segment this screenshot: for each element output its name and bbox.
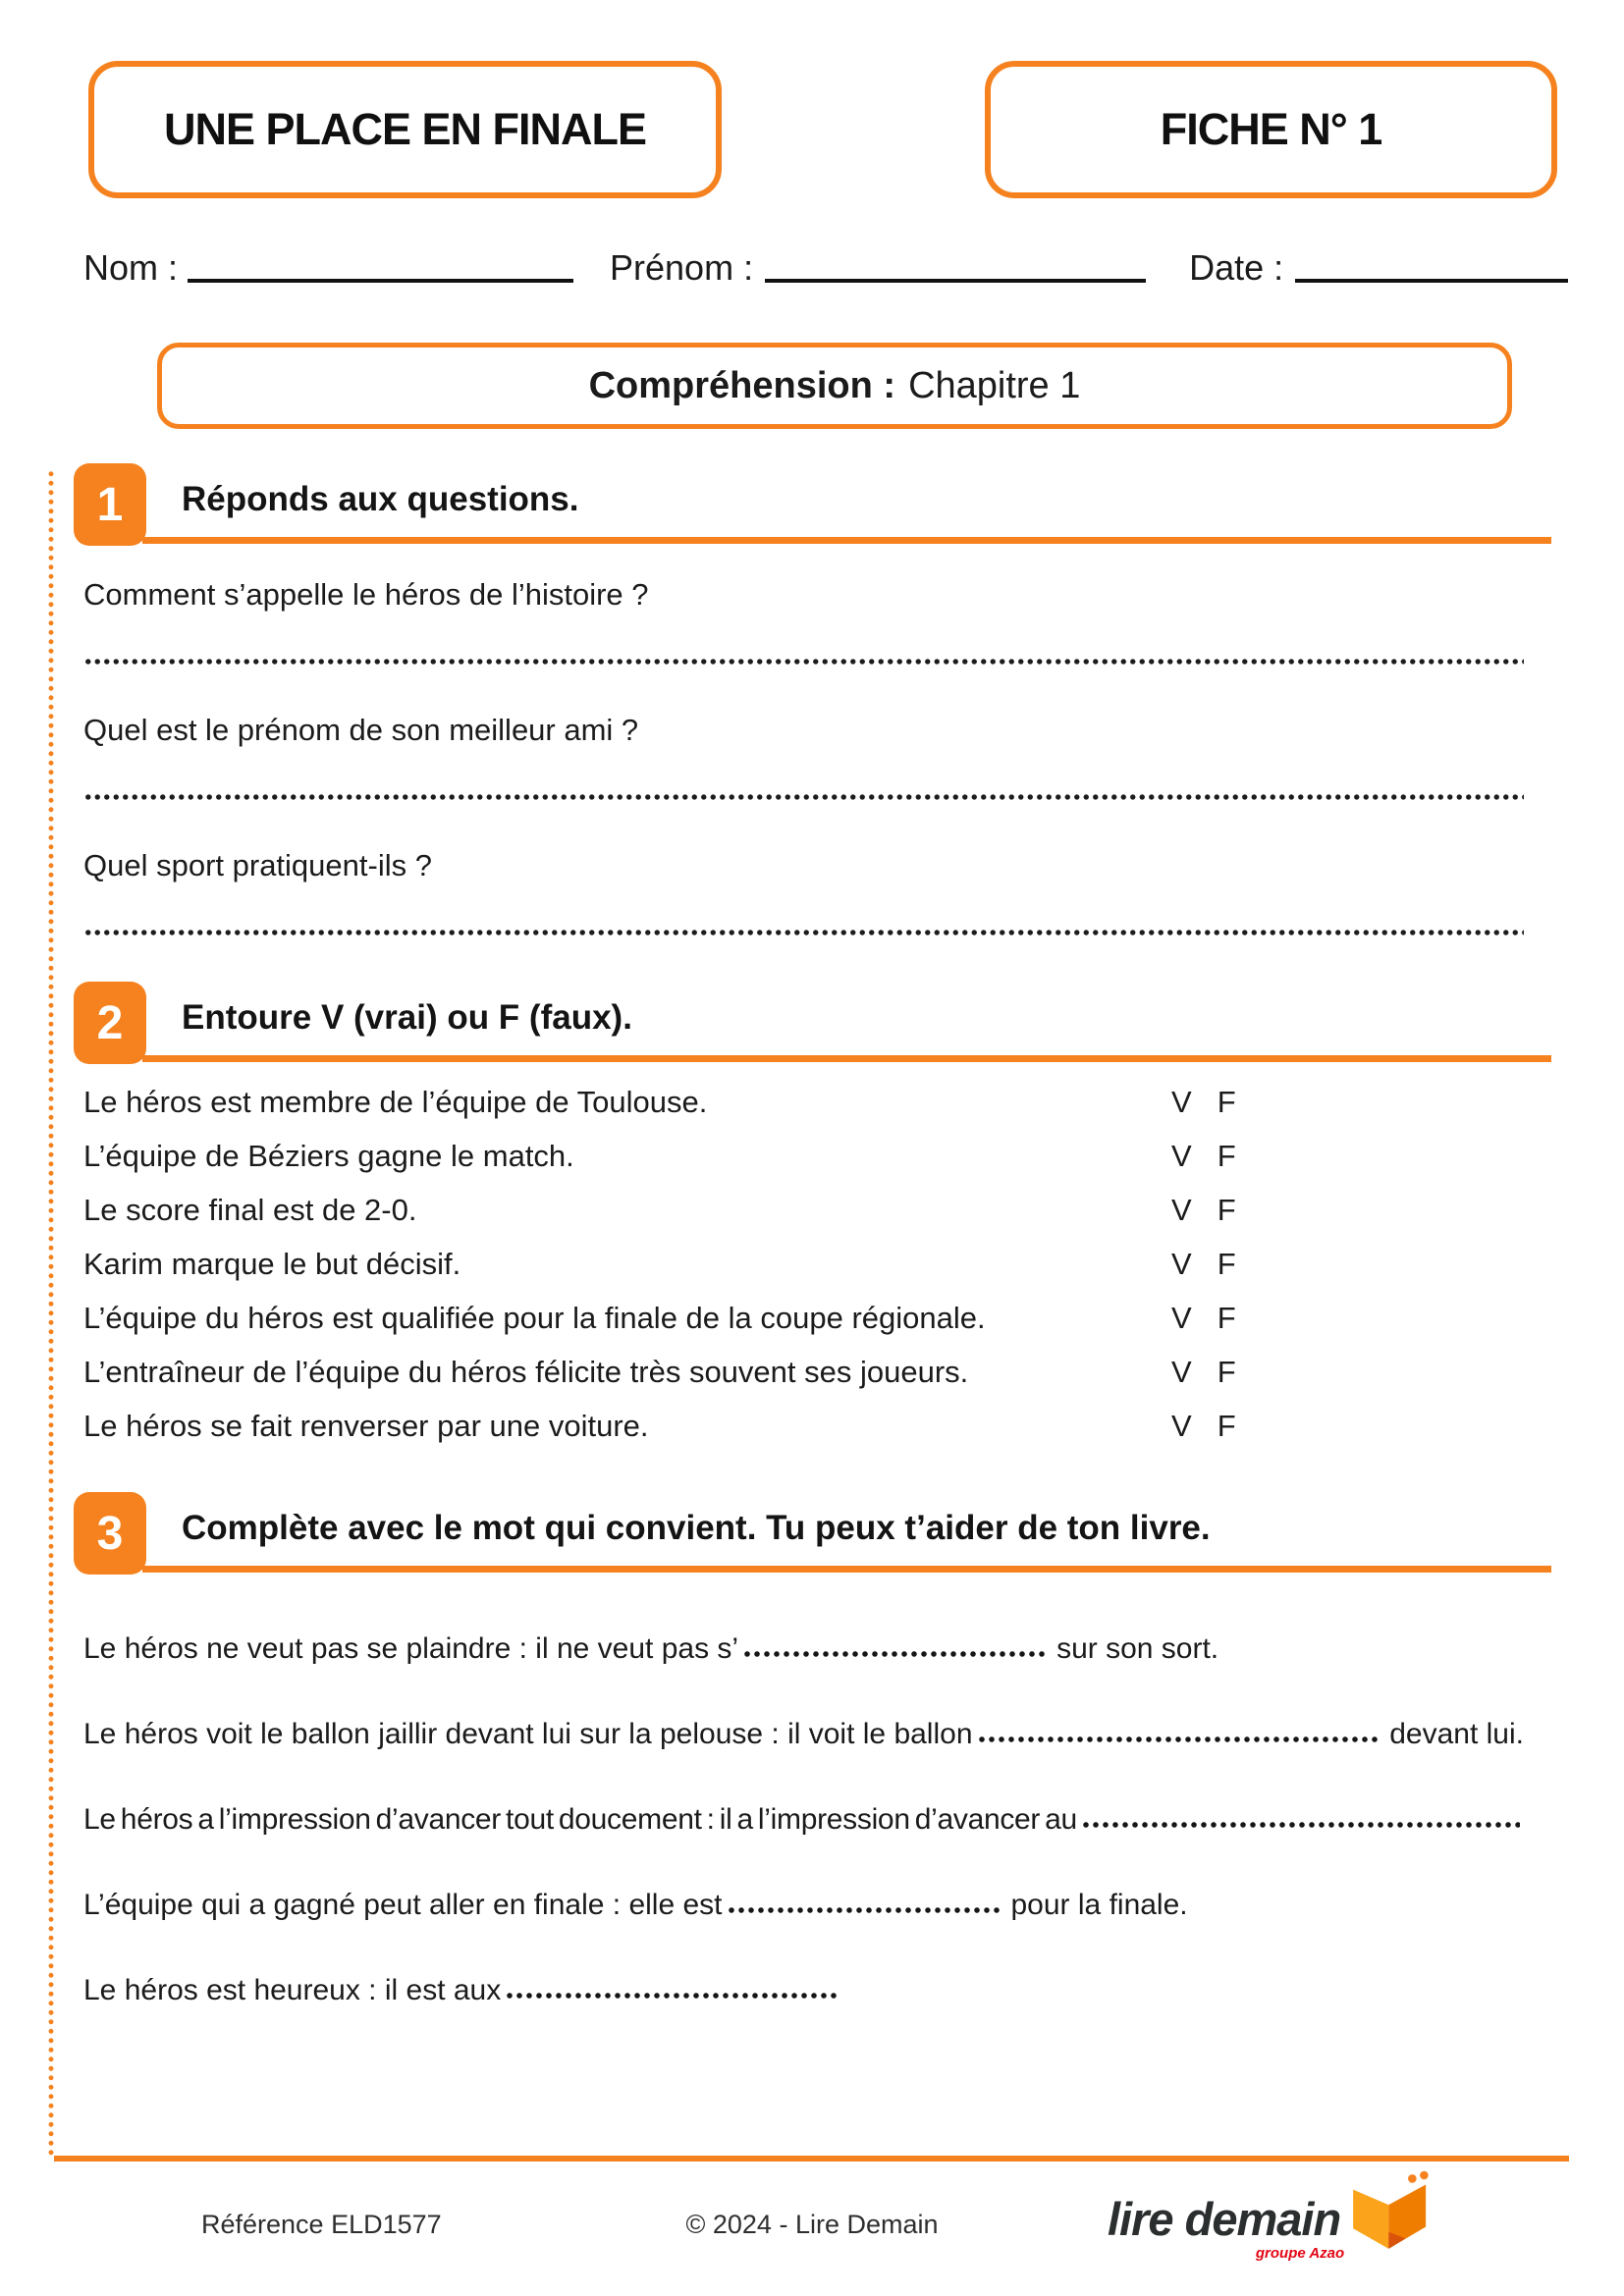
prenom-label: Prénom :: [610, 247, 754, 288]
nom-label: Nom :: [83, 247, 179, 288]
choice-f: F: [1217, 1247, 1236, 1281]
comprehension-banner: [157, 343, 1512, 429]
answer-line-3: [83, 929, 1524, 936]
fill-blank: [727, 1905, 1001, 1915]
fill-blank: [505, 1991, 839, 2001]
choice-v: V: [1171, 1301, 1192, 1335]
vf-choices: [1171, 1248, 1236, 1281]
copyright-text: © 2024 - Lire Demain: [685, 2210, 939, 2239]
section-2-heading: [74, 982, 1551, 1064]
section-1-title: Réponds aux questions.: [182, 480, 579, 518]
statement-text: L’équipe du héros est qualifiée pour la finale de la coupe régionale.: [83, 1301, 986, 1335]
fill-row: [83, 1802, 1524, 1838]
section-3-underline: [142, 1566, 1551, 1573]
section-1-underline: [142, 537, 1551, 544]
section-1-heading: [74, 463, 1551, 546]
statement-row: [83, 1356, 1524, 1389]
choice-f: F: [1217, 1409, 1236, 1443]
choice-v: V: [1171, 1139, 1192, 1173]
fill-pre-text: Le héros a l’impression d’avancer tout doucement : il a l’impression d’avancer au: [83, 1803, 1077, 1836]
choice-v: V: [1171, 1247, 1192, 1281]
statement-text: Karim marque le but décisif.: [83, 1247, 461, 1281]
question-3: Quel sport pratiquent-ils ?: [83, 848, 432, 882]
section-3-body: [74, 1631, 1551, 2008]
choice-v: V: [1171, 1355, 1192, 1389]
statement-text: Le héros se fait renverser par une voiture.: [83, 1409, 649, 1443]
open-book-icon: [1348, 2168, 1433, 2255]
section-3-title: Complète avec le mot qui convient. Tu peux t’aider de ton livre.: [182, 1509, 1211, 1547]
identity-row: [83, 247, 1568, 291]
header-row: [88, 61, 1557, 198]
statement-row: [83, 1410, 1524, 1443]
section-3: [74, 1492, 1551, 2008]
date-label: Date :: [1189, 247, 1284, 288]
fill-row: [83, 1717, 1524, 1752]
fill-blank: [1081, 1820, 1520, 1830]
vf-choices: [1171, 1302, 1236, 1335]
choice-f: F: [1217, 1139, 1236, 1173]
vf-choices: [1171, 1140, 1236, 1173]
section-2-title: Entoure V (vrai) ou F (faux).: [182, 998, 632, 1037]
statement-row: [83, 1086, 1524, 1119]
section-2: [74, 982, 1551, 1443]
fill-pre-text: L’équipe qui a gagné peut aller en finale : elle est: [83, 1889, 723, 1921]
section-1-number-badge: 1: [74, 463, 146, 546]
fill-blank: [977, 1735, 1380, 1744]
fill-post-text: sur son sort.: [1056, 1632, 1219, 1665]
section-2-body: [74, 1086, 1551, 1443]
statement-row: [83, 1194, 1524, 1227]
statement-text: Le score final est de 2-0.: [83, 1193, 417, 1227]
vf-choices: [1171, 1356, 1236, 1389]
choice-v: V: [1171, 1193, 1192, 1227]
choice-f: F: [1217, 1355, 1236, 1389]
section-2-underline: [142, 1055, 1551, 1062]
statement-text: L’équipe de Béziers gagne le match.: [83, 1139, 574, 1173]
footer-rule: [54, 2156, 1569, 2162]
statement-row: [83, 1248, 1524, 1281]
choice-f: F: [1217, 1193, 1236, 1227]
logo-wordmark: lire demain: [1108, 2193, 1341, 2245]
statement-row: [83, 1302, 1524, 1335]
choice-v: V: [1171, 1085, 1192, 1119]
question-2: Quel est le prénom de son meilleur ami ?: [83, 713, 639, 747]
banner-label: Compréhension :: [588, 364, 896, 406]
prenom-write-line: [765, 279, 1146, 283]
logo-text-wrap: [1108, 2193, 1345, 2262]
fill-pre-text: Le héros est heureux : il est aux: [83, 1974, 502, 2006]
statement-text: L’entraîneur de l’équipe du héros félicite très souvent ses joueurs.: [83, 1355, 969, 1389]
choice-f: F: [1217, 1301, 1236, 1335]
publisher-logo: [1108, 2168, 1433, 2262]
fill-pre-text: Le héros voit le ballon jaillir devant lui sur la pelouse : il voit le ballon: [83, 1718, 973, 1750]
logo-group-text: groupe Azao: [1255, 2245, 1345, 2262]
reference-text: Référence ELD1577: [201, 2210, 442, 2239]
vf-choices: [1171, 1086, 1236, 1119]
fill-blank: [742, 1649, 1047, 1659]
choice-f: F: [1217, 1085, 1236, 1119]
answer-line-1: [83, 658, 1524, 666]
banner-chapter: Chapitre 1: [908, 364, 1081, 406]
story-title: UNE PLACE EN FINALE: [163, 104, 647, 154]
answer-line-2: [83, 793, 1524, 801]
question-1: Comment s’appelle le héros de l’histoire ?: [83, 577, 649, 612]
story-title-box: [88, 61, 722, 198]
section-2-number-badge: 2: [74, 982, 146, 1064]
nom-write-line: [188, 279, 573, 283]
fill-row: [83, 1888, 1524, 1923]
fill-post-text: devant lui.: [1389, 1718, 1524, 1750]
vf-choices: [1171, 1194, 1236, 1227]
date-write-line: [1295, 279, 1568, 283]
section-1: [74, 463, 1551, 936]
section-3-number-badge: 3: [74, 1492, 146, 1575]
left-dotted-rail: [48, 469, 54, 2156]
choice-v: V: [1171, 1409, 1192, 1443]
fill-row: [83, 1631, 1524, 1667]
section-1-body: [74, 577, 1551, 936]
fiche-number: FICHE N° 1: [1160, 104, 1382, 154]
statement-row: [83, 1140, 1524, 1173]
vf-choices: [1171, 1410, 1236, 1443]
fiche-number-box: [985, 61, 1557, 198]
footer: [0, 2193, 1624, 2262]
fill-pre-text: Le héros ne veut pas se plaindre : il ne veut pas s’: [83, 1632, 739, 1665]
fill-row: [83, 1973, 1524, 2008]
statement-text: Le héros est membre de l’équipe de Toulouse.: [83, 1085, 708, 1119]
section-3-heading: [74, 1492, 1551, 1575]
fill-post-text: pour la finale.: [1010, 1889, 1188, 1921]
